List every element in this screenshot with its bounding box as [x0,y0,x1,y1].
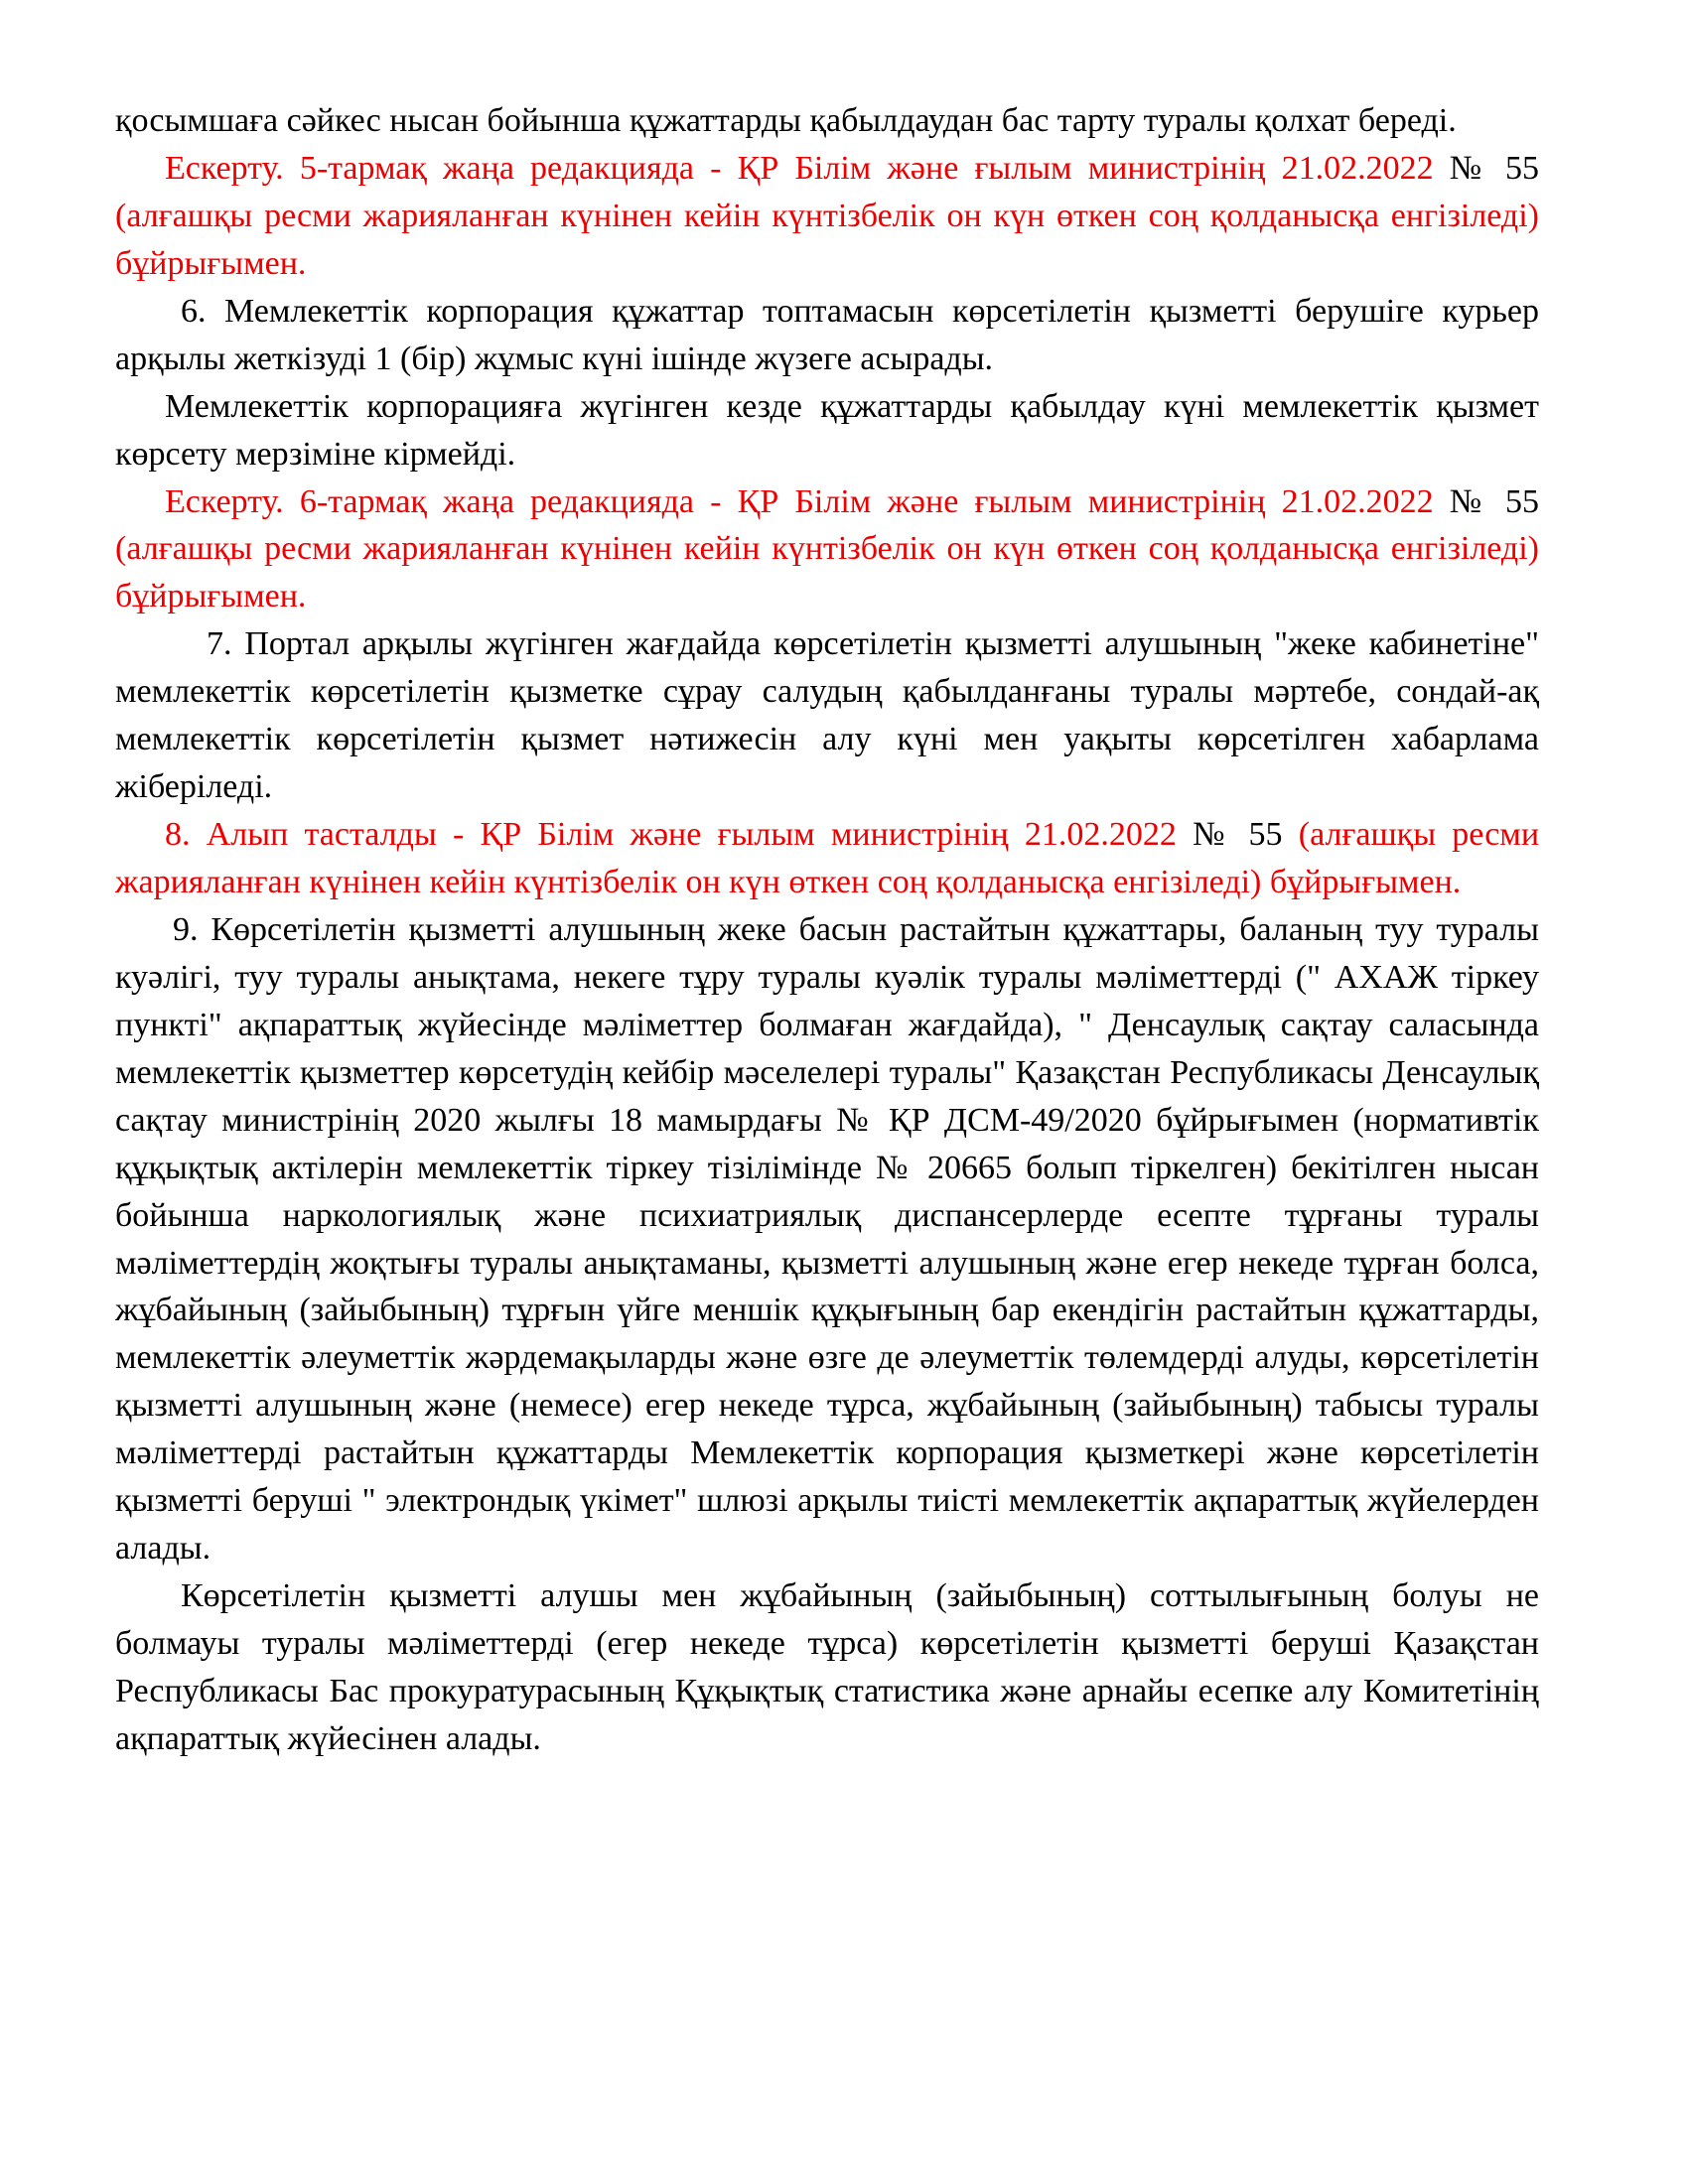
amendment-text-run: (алғашқы ресми жарияланған күнінен кейін күнтізбелік он күн өткен соң қолданысқа енгізіледі) бұйрығымен. [115,530,1548,615]
order-number-run: № 55 [1449,482,1548,520]
order-number-run: № 55 [1193,816,1299,854]
paragraph-item6 [115,288,1548,383]
amendment-note-item5 [115,145,1548,288]
paragraph-item7 [115,620,1548,811]
paragraph-item9-continuation [115,1572,1548,1763]
text-run: 7. Портал арқылы жүгінген жағдайда көрсетілетін қызметті алушының "жеке кабинетіне" мемлекеттік көрсетілетін қызметке сұрау салудың қабылданғаны туралы мәртебе, сондай-ақ мемлекеттік көрсетілетін қызмет нәтижесін алу күні мен уақыты көрсетілген хабарлама жіберіледі. [115,625,1548,806]
text-run: Мемлекеттік корпорацияға жүгінген кезде құжаттарды қабылдау күні мемлекеттік қызмет көрсету мерзіміне кірмейді. [115,387,1548,473]
amendment-text-run: Ескерту. 6-тармақ жаңа редакцияда - ҚР Білім және ғылым министрінің 21.02.2022 [165,482,1450,520]
order-number-run: № 55 [1449,149,1548,187]
amendment-text-run: (алғашқы ресми жарияланған күнінен кейін күнтізбелік он күн өткен соң қолданысқа енгізіледі) бұйрығымен. [115,816,1548,900]
text-run: қосымшаға сәйкес нысан бойынша құжаттарды қабылдаудан бас тарту туралы қолхат береді. [115,102,1457,139]
paragraph-item6-continuation [115,383,1548,478]
amendment-note-item6 [115,478,1548,621]
text-run: 9. Көрсетілетін қызметті алушының жеке басын растайтын құжаттары, баланың туу туралы куәлігі, туу туралы анықтама, некеге тұру туралы куәлік туралы мәліметтерді (" АХАЖ тіркеу пункті" ақпараттық жүйесінде мәліметтер болмаған жағдайда), " Денсаулық сақтау саласында мемлекеттік қызметтер көрсетудің кейбір мәселелері туралы" Қазақстан Республикасы Денсаулық сақтау министрінің 2020 жылғы 18 мамырдағы № ҚР ДСМ-49/2020 бұйрығымен (нормативтік құқықтық актілерін мемлекеттік тіркеу тізілімінде № 20665 болып тіркелген) бекітілген нысан бойынша наркологиялық және психиатриялық диспансерлерде есепте тұрғаны туралы мәліметтердің жоқтығы туралы анықтаманы, қызметті алушының және егер некеде тұрған болса, жұбайының (зайыбының) тұрғын үйге меншік құқығының бар екендігін растайтын құжаттарды, мемлекеттік әлеуметтік жәрдемақыларды және өзге де әлеуметтік төлемдерді алуды, көрсетілетін қызметті алушының және (немесе) егер некеде тұрса, жұбайының (зайыбының) табысы туралы мәліметтерді растайтын құжаттарды Мемлекеттік корпорация қызметкері және көрсетілетін қызметті беруші " электрондық үкімет" шлюзі арқылы тиісті мемлекеттік ақпараттық жүйелерден алады. [115,910,1548,1568]
amendment-text-run: 8. Алып тасталды - ҚР Білім және ғылым министрінің 21.02.2022 [165,816,1194,854]
paragraph-item9 [115,906,1548,1572]
amendment-note-item8 [115,811,1548,906]
text-run: 6. Мемлекеттік корпорация құжаттар топтамасын көрсетілетін қызметті берушіге курьер арқылы жеткізуді 1 (бір) жұмыс күні ішінде жүзеге асырады. [115,292,1548,377]
amendment-text-run: Ескерту. 5-тармақ жаңа редакцияда - ҚР Білім және ғылым министрінің 21.02.2022 [165,149,1450,187]
paragraph-receipt-refusal [115,97,1539,145]
text-run: Көрсетілетін қызметті алушы мен жұбайының (зайыбының) соттылығының болуы не болмауы туралы мәліметтерді (егер некеде тұрса) көрсетілетін қызметті беруші Қазақстан Республикасы Бас прокуратурасының Құқықтық статистика және арнайы есепке алу Комитетінің ақпараттық жүйесінен алады. [115,1577,1548,1757]
amendment-text-run: (алғашқы ресми жарияланған күнінен кейін күнтізбелік он күн өткен соң қолданысқа енгізіледі) бұйрығымен. [115,197,1548,282]
